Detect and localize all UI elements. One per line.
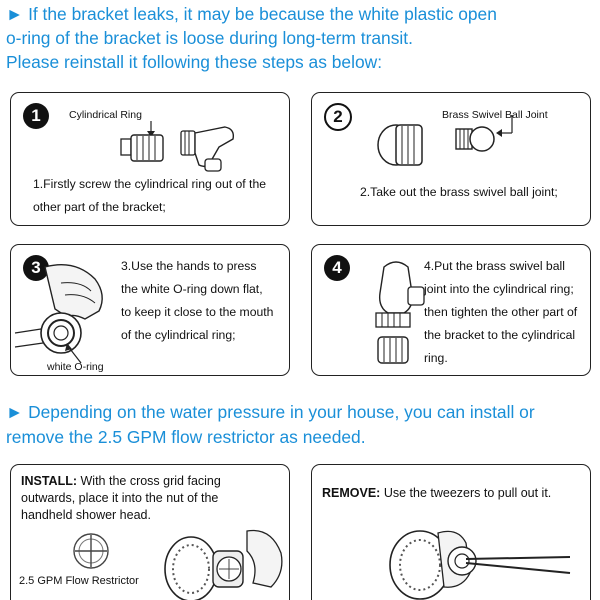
cylindrical-ring-label: Cylindrical Ring: [69, 109, 142, 121]
intro-line-2: o-ring of the bracket is loose during long-term transit.: [6, 28, 413, 48]
arrow-bullet-icon: ►: [6, 4, 24, 24]
install-card: [10, 464, 290, 600]
step-3-card: [10, 244, 290, 376]
step-4-number: 4: [324, 255, 350, 281]
step-2-number: 2: [324, 103, 352, 131]
remove-text: REMOVE: Use the tweezers to pull out it.: [322, 486, 552, 500]
step-3-text: 3.Use the hands to press the white O-ring down flat, to keep it close to the mouth of the cylindrical ring;: [121, 259, 274, 342]
step-1-number: 1: [23, 103, 49, 129]
shower-head-install-illustration: [161, 523, 287, 599]
arrow-bullet-icon: ►: [6, 402, 24, 422]
white-o-ring-label: white O-ring: [47, 361, 104, 373]
swivel-ball-joint-illustration: [368, 115, 548, 175]
bracket-parts-illustration: [115, 117, 255, 177]
restrictor-intro-line-2: remove the 2.5 GPM flow restrictor as needed.: [6, 427, 366, 447]
install-heading: INSTALL:: [21, 474, 78, 488]
step-2-text: 2.Take out the brass swivel ball joint;: [360, 185, 558, 199]
flow-restrictor-icon: [71, 531, 111, 571]
remove-card: [311, 464, 591, 600]
flow-restrictor-label: 2.5 GPM Flow Restrictor: [19, 575, 139, 587]
step-3-number: 3: [23, 255, 49, 281]
restrictor-intro: [6, 400, 596, 450]
brass-swivel-ball-joint-label: Brass Swivel Ball Joint: [442, 109, 548, 121]
restrictor-intro-line-1: ► Depending on the water pressure in your house, you can install or: [6, 402, 535, 422]
hand-pressing-oring-illustration: [15, 259, 115, 369]
tweezers-removal-illustration: [382, 513, 572, 599]
install-text: INSTALL: With the cross grid facing outwards, place it into the nut of the handheld shower head.: [21, 474, 221, 522]
step-4-text: 4.Put the brass swivel ball joint into the cylindrical ring; then tighten the other part of the bracket to the cylindrical ring.: [424, 259, 578, 365]
remove-heading: REMOVE:: [322, 486, 381, 500]
step-1-text: 1.Firstly screw the cylindrical ring out of the other part of the bracket;: [33, 177, 267, 214]
assembly-illustration: [352, 253, 432, 373]
intro-text: [6, 2, 596, 74]
step-4-card: [311, 244, 591, 376]
intro-line-3: Please reinstall it following these steps as below:: [6, 52, 383, 72]
step-1-card: [10, 92, 290, 226]
step-2-card: [311, 92, 591, 226]
intro-line-1: ► If the bracket leaks, it may be because the white plastic open: [6, 4, 497, 24]
